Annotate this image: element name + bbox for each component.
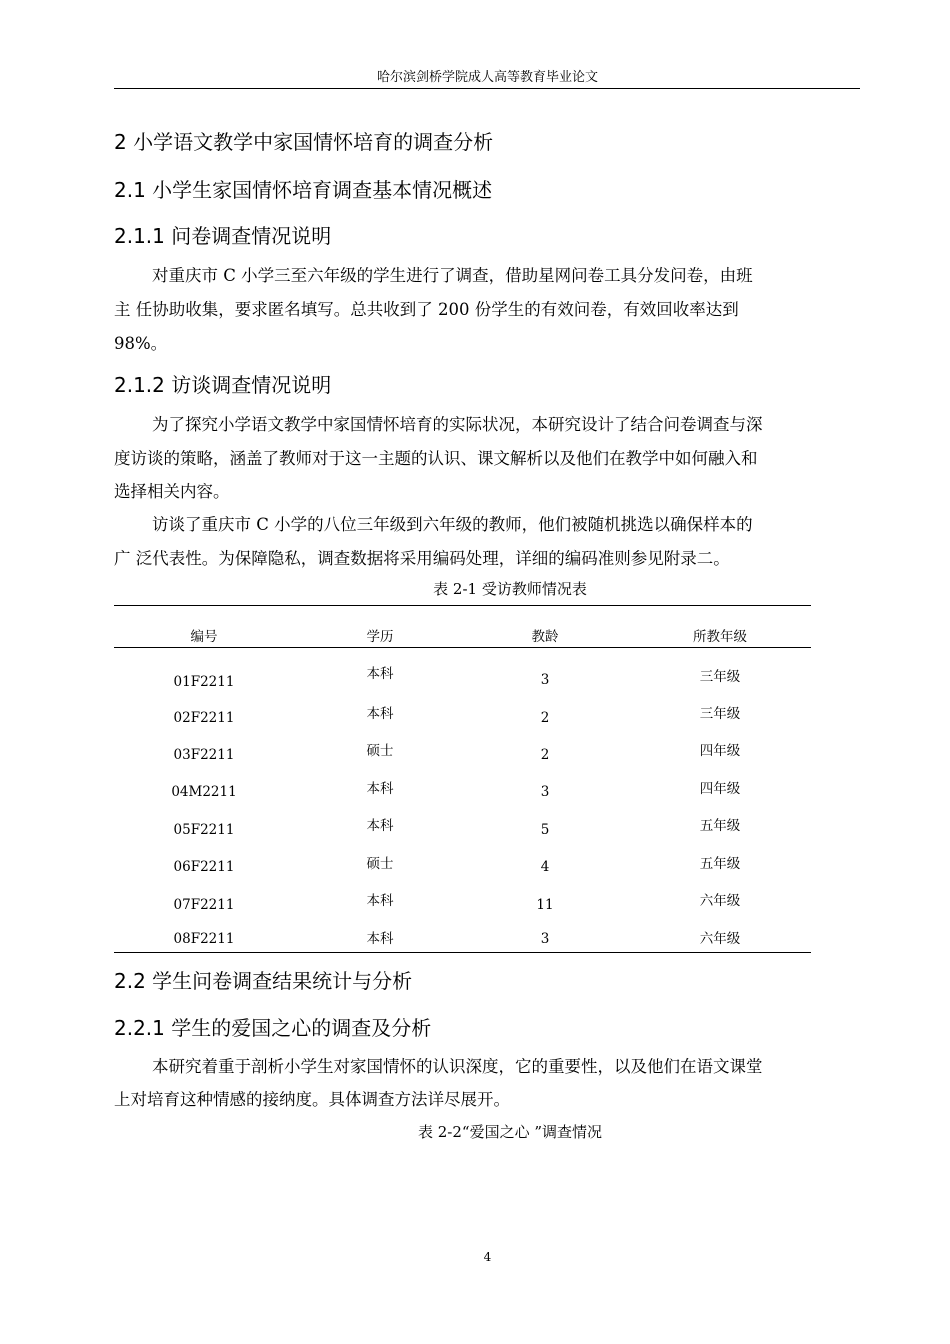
table-caption: 表 2-2“爱国之心 ”调查情况 <box>417 1123 603 1141</box>
table-cell: 11 <box>536 897 554 913</box>
table-cell: 六年级 <box>699 893 741 909</box>
paragraph-line: 度访谈的策略，涵盖了教师对于这一主题的认识、课文解析以及他们在教学中如何融入和 <box>114 449 758 468</box>
table-cell: 三年级 <box>699 706 741 722</box>
section-heading-2-1-2: 2.1.2 访谈调查情况说明 <box>114 373 332 397</box>
table-cell: 3 <box>540 931 550 947</box>
table-cell: 硕士 <box>366 743 394 759</box>
table-cell: 01F2211 <box>173 674 235 690</box>
table-cell: 本科 <box>366 931 394 947</box>
paragraph-line: 主 任协助收集，要求匿名填写。总共收到了 200 份学生的有效问卷，有效回收率达到 <box>114 300 739 319</box>
paragraph-line: 本研究着重于剖析小学生对家国情怀的认识深度，它的重要性，以及他们在语文课堂 <box>152 1057 763 1076</box>
paragraph-line: 对重庆市 C 小学三至六年级的学生进行了调查，借助星网问卷工具分发问卷，由班 <box>152 266 753 285</box>
table-caption: 表 2-1 受访教师情况表 <box>433 580 587 598</box>
running-header: 哈尔滨剑桥学院成人高等教育毕业论文 <box>376 70 598 85</box>
table-cell: 4 <box>540 859 550 875</box>
table-cell: 5 <box>540 822 550 838</box>
table-cell: 06F2211 <box>173 859 235 875</box>
column-header: 学历 <box>366 629 394 645</box>
paragraph-line: 98%。 <box>114 334 168 353</box>
table-cell: 本科 <box>366 706 394 722</box>
table-cell: 03F2211 <box>173 747 235 763</box>
table-cell: 四年级 <box>699 743 741 759</box>
table-bottom-rule <box>114 952 811 953</box>
table-cell: 08F2211 <box>173 931 235 947</box>
table-cell: 本科 <box>366 818 394 834</box>
table-cell: 07F2211 <box>173 897 235 913</box>
table-cell: 六年级 <box>699 931 741 947</box>
page-number: 4 <box>483 1250 492 1264</box>
table-cell: 2 <box>540 747 550 763</box>
table-cell: 本科 <box>366 893 394 909</box>
paragraph-line: 选择相关内容。 <box>114 482 230 501</box>
table-cell: 2 <box>540 710 550 726</box>
table-cell: 02F2211 <box>173 710 235 726</box>
column-header: 所教年级 <box>693 629 747 645</box>
column-header: 编号 <box>190 629 218 645</box>
table-cell: 3 <box>540 672 550 688</box>
table-cell: 本科 <box>366 781 394 797</box>
section-heading-2-2-1: 2.2.1 学生的爱国之心的调查及分析 <box>114 1016 432 1040</box>
header-rule <box>114 88 860 89</box>
paragraph-line: 访谈了重庆市 C 小学的八位三年级到六年级的教师，他们被随机挑选以确保样本的 <box>152 515 753 534</box>
table-cell: 三年级 <box>699 669 741 685</box>
table-cell: 04M2211 <box>171 784 237 800</box>
section-heading-2: 2 小学语文教学中家国情怀培育的调查分析 <box>114 130 494 154</box>
section-heading-2-1-1: 2.1.1 问卷调查情况说明 <box>114 224 332 248</box>
table-cell: 05F2211 <box>173 822 235 838</box>
table-top-rule <box>114 605 811 606</box>
table-cell: 四年级 <box>699 781 741 797</box>
paragraph-line: 为了探究小学语文教学中家国情怀培育的实际状况，本研究设计了结合问卷调查与深 <box>152 415 763 434</box>
paragraph-line: 上对培育这种情感的接纳度。具体调查方法详尽展开。 <box>114 1090 510 1109</box>
column-header: 教龄 <box>531 629 559 645</box>
table-cell: 硕士 <box>366 856 394 872</box>
paragraph-line: 广 泛代表性。为保障隐私，调查数据将采用编码处理，详细的编码准则参见附录二。 <box>114 549 730 568</box>
section-heading-2-1: 2.1 小学生家国情怀培育调查基本情况概述 <box>114 178 493 202</box>
table-cell: 五年级 <box>699 856 741 872</box>
section-heading-2-2: 2.2 学生问卷调查结果统计与分析 <box>114 969 413 993</box>
table-cell: 3 <box>540 784 550 800</box>
table-header-rule <box>114 647 811 648</box>
table-cell: 本科 <box>366 666 394 682</box>
table-cell: 五年级 <box>699 818 741 834</box>
